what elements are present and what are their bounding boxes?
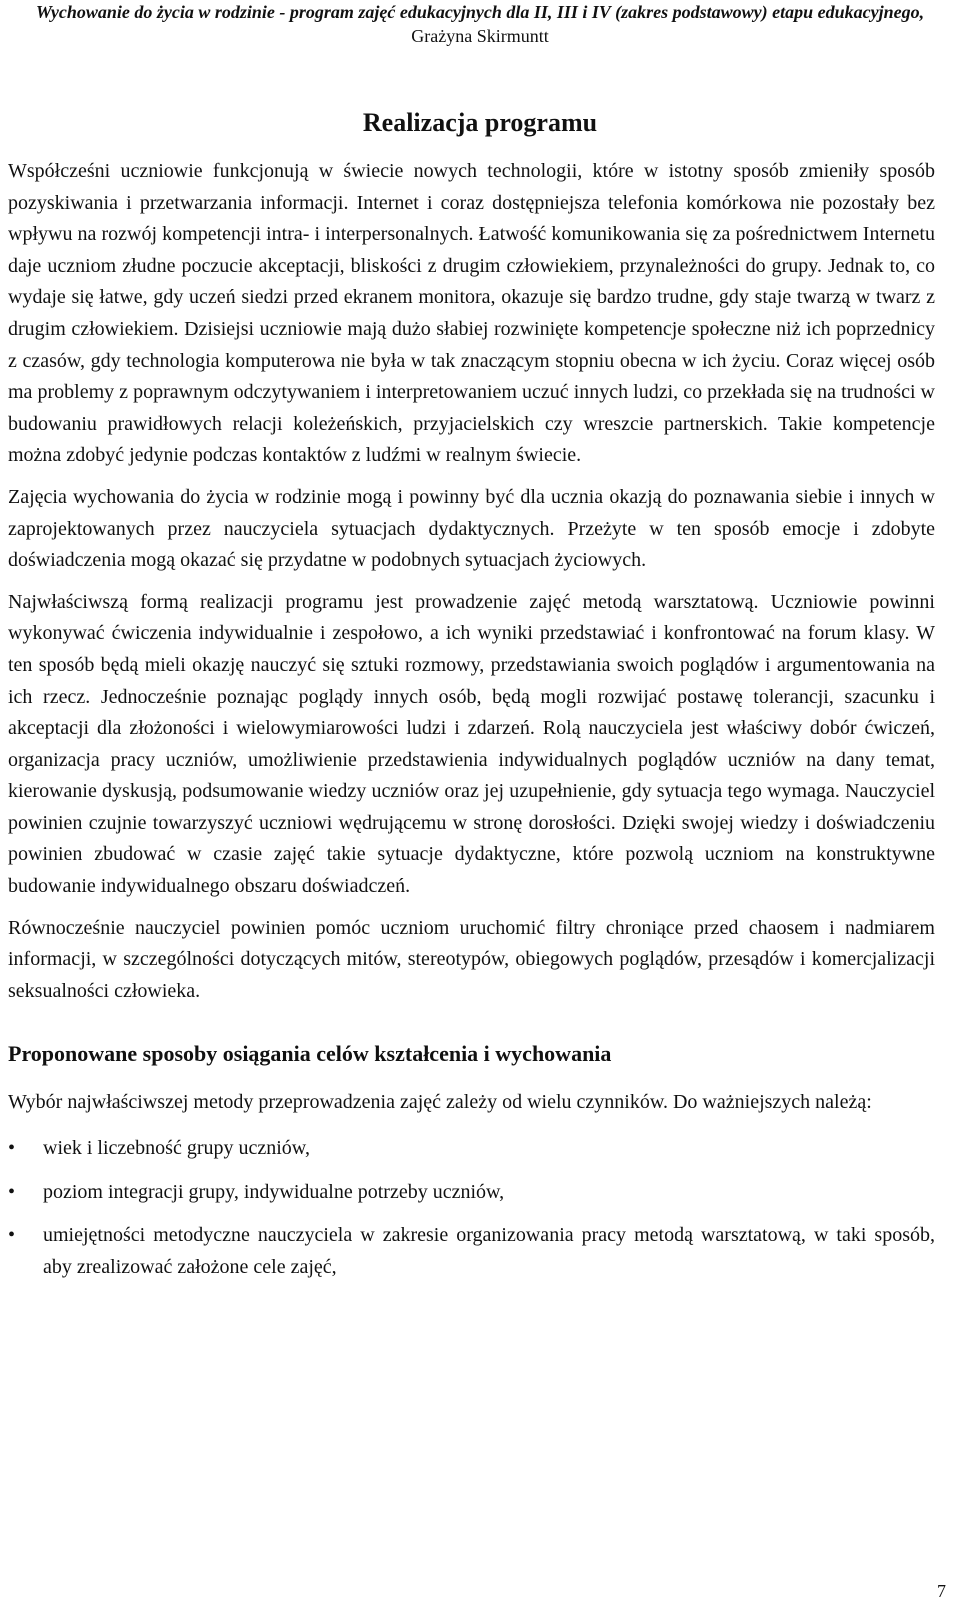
list-item-text: poziom integracji grupy, indywidualne potrzeby uczniów, (43, 1180, 505, 1203)
bullet-icon: • (8, 1180, 16, 1203)
list-item-text: wiek i liczebność grupy uczniów, (43, 1137, 310, 1160)
paragraph-1: Współcześni uczniowie funkcjonują w świecie nowych technologii, które w istotny sposób zmieniły sposób pozyskiwania i przetwarzania informacji. Internet i coraz dostępniejsza telefonia komórkowa nie pozostały bez wpływu na rozwój kompetencji intra- i interpersonalnych. Łatwość komunikowania się za pośrednictwem Internetu daje uczniom złudne poczucie akceptacji, bliskości z drugim człowiekiem, przynależności do grupy. Jednak to, co wydaje się łatwe, gdy uczeń siedzi przed ekranem monitora, okazuje się bardzo trudne, gdy staje twarzą w twarz z drugim człowiekiem. Dzisiejsi uczniowie mają dużo słabiej rozwinięte kompetencje społeczne niż ich poprzednicy z czasów, gdy technologia komputerowa nie była w tak znaczącym stopniu obecna w ich życiu. Coraz więcej osób ma problemy z poprawnym odczytywaniem i interpretowaniem uczuć innych ludzi, co przekłada się na trudności w budowaniu prawidłowych relacji koleżeńskich, przyjacielskich czy wreszcie partnerskich. Takie kompetencje można zdobyć jedynie podczas kontaktów z ludźmi w realnym świecie. (8, 160, 935, 467)
bullet-list (8, 1133, 935, 1283)
list-item (8, 1133, 935, 1165)
bullet-icon: • (8, 1224, 16, 1247)
header-author: Grażyna Skirmuntt (411, 26, 549, 46)
paragraph-3: Najwłaściwszą formą realizacji programu jest prowadzenie zajęć metodą warsztatową. Uczniowie powinni wykonywać ćwiczenia indywidualnie i zespołowo, a ich wyniki przedstawiać i konfrontować na forum klasy. W ten sposób będą mieli okazję nauczyć się sztuki rozmowy, przedstawiania swoich poglądów i argumentowania na ich rzecz. Jednocześnie poznając poglądy innych osób, będą mogli rozwijać postawę tolerancji, szacunku i akceptacji dla złożoności i wielowymiarowości ludzi i zdarzeń. Rolą nauczyciela jest właściwy dobór ćwiczeń, organizacja pracy uczniów, umożliwienie przedstawienia indywidualnych poglądów uczniów na dany temat, kierowanie dyskusją, podsumowanie wiedzy uczniów oraz jej uzupełnienie, gdy sytuacja tego wymaga. Nauczyciel powinien czujnie towarzyszyć uczniowi wędrującemu w stronę dorosłości. Dzięki swojej wiedzy i doświadczeniu powinien zbudować w czasie zajęć takie sytuacje dydaktyczne, które pozwolą uczniom na konstruktywne budowanie indywidualnego obszaru doświadczeń. (8, 590, 935, 898)
list-item (8, 1177, 935, 1209)
paragraph-2: Zajęcia wychowania do życia w rodzinie mogą i powinny być dla ucznia okazją do poznawania siebie i innych w zaprojektowanych przez nauczyciela sytuacjach dydaktycznych. Przeżyte w ten sposób emocje i zdobyte doświadczenia mogą okazać się przydatne w podobnych sytuacjach życiowych. (8, 485, 935, 572)
subsection-intro: Wybór najwłaściwszej metody przeprowadzenia zajęć zależy od wielu czynników. Do ważniejszych należą: (8, 1091, 872, 1114)
paragraph-4: Równocześnie nauczyciel powinien pomóc uczniom uruchomić filtry chroniące przed chaosem i nadmiarem informacji, w szczególności dotyczących mitów, stereotypów, obiegowych poglądów, przesądów i komercjalizacji seksualności człowieka. (8, 916, 935, 1002)
list-item (8, 1220, 935, 1283)
body-text (8, 156, 935, 1295)
running-header (16, 0, 944, 48)
subsection-title: Proponowane sposoby osiągania celów kształcenia i wychowania (8, 1041, 612, 1067)
list-item-text: umiejętności metodyczne nauczyciela w zakresie organizowania pracy metodą warsztatową, w taki sposób, aby zrealizować założone cele zajęć, (43, 1224, 935, 1278)
header-title: Wychowanie do życia w rodzinie - program zajęć edukacyjnych dla II, III i IV (zakres podstawowy) etapu edukacyjnego, (35, 2, 925, 22)
section-title: Realizacja programu (362, 108, 598, 137)
page-number: 7 (937, 1581, 946, 1601)
bullet-icon: • (8, 1137, 16, 1160)
